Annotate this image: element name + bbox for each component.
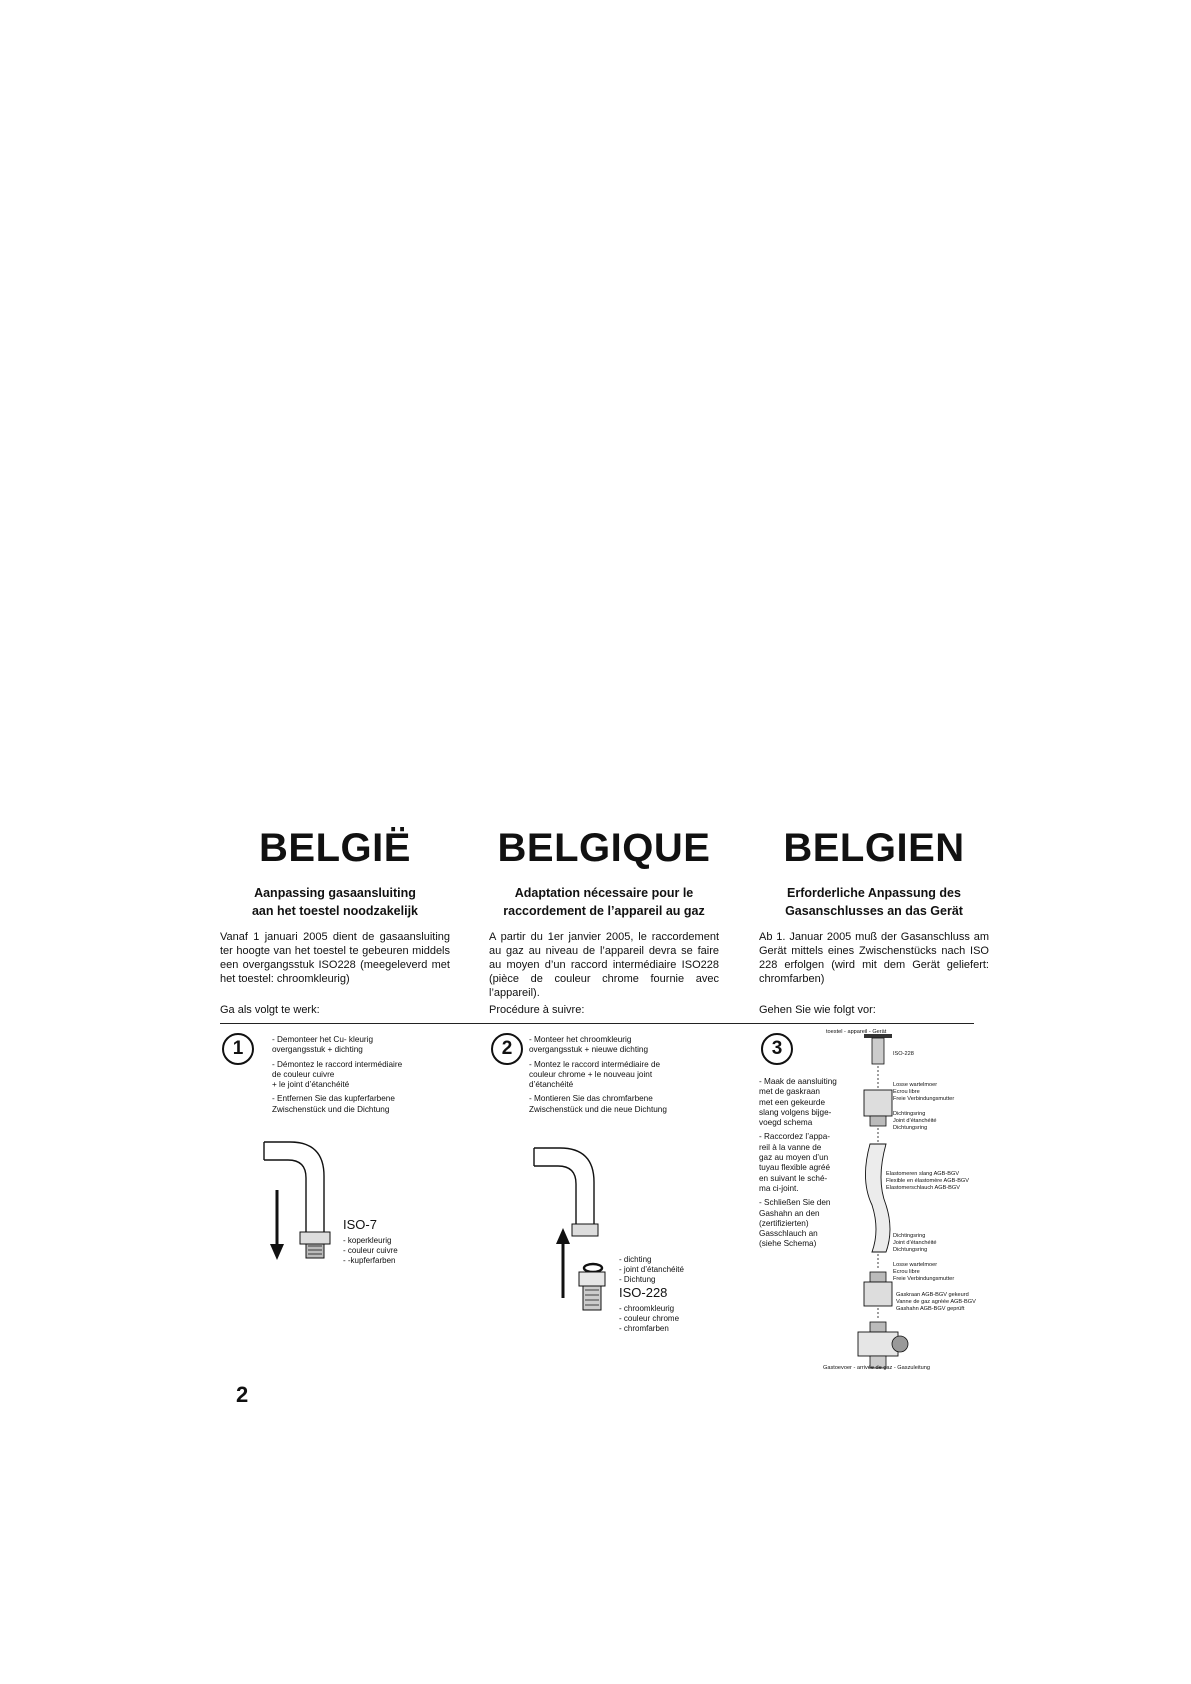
step2-instructions [529,1035,719,1119]
section-subtitle: Adaptation nécessaire pour le raccordement de l’appareil au gaz [503,886,705,918]
pipe-illustration [532,1146,612,1246]
country-title: BELGIË [259,826,411,870]
iso228-colors: - chroomkleurig - couleur chrome - chromfarben [619,1304,680,1333]
step3-instructions [759,1077,849,1254]
country-title: BELGIEN [783,826,965,870]
step-number-3: 3 [761,1033,793,1065]
intro-paragraph: A partir du 1er janvier 2005, le raccordement au gaz au niveau de l’appareil devra se faire au moyen d’un raccord intermédiaire ISO228 (pièce de couleur chrome fournie avec l’appareil). [489,931,719,999]
section-divider [220,1023,974,1024]
step1-line-de: - Entfernen Sie das kupferfarbene Zwischenstück und die Dichtung [272,1094,395,1114]
iso228-fitting-illustration [575,1268,615,1318]
step1-line-nl: - Demonteer het Cu- kleurig overgangsstuk + dichting [272,1035,374,1055]
step3-line-fr: - Raccordez l’appa- reil à la vanne de gaz au moyen d’un tuyau flexible agréé en suivant le sché- ma ci-joint. [759,1132,831,1193]
schema-nut2-label: Losse wartelmoer Ecrou libre Freie Verbindungsmutter [893,1262,955,1282]
schema-nut1-label: Losse wartelmoer Ecrou libre Freie Verbindungsmutter [893,1082,955,1102]
intro-paragraph: Vanaf 1 januari 2005 dient de gasaansluiting ter hoogte van het toestel te gebeuren middels een overgangsstuk ISO228 (meegeleverd met het toestel: chroomkleurig) [220,931,450,985]
page-number: 2 [236,1382,249,1407]
step2-line-de: - Montieren Sie das chromfarbene Zwischenstück und die neue Dichtung [529,1094,667,1114]
step2-line-fr: - Montez le raccord intermédiaire de couleur chrome + le nouveau joint d’étanchéité [529,1059,661,1090]
gas-connection-schema [850,1030,910,1370]
section-subtitle: Erforderliche Anpassung des Gasanschlusses an das Gerät [785,886,963,918]
schema-seal1-label: Dichtingsring Joint d’étanchéité Dichtungsring [893,1111,937,1131]
step1-instructions [272,1035,442,1119]
schema-seal2-label: Dichtingsring Joint d’étanchéité Dichtungsring [893,1233,937,1253]
column-de [759,825,989,1002]
seal-labels: - dichting - joint d’étanchéité - Dichtung [619,1255,684,1284]
step3-line-nl: - Maak de aansluiting met de gaskraan met een gekeurde slang volgens bijge- voegd schema [759,1077,837,1128]
arrow-down-icon [270,1190,284,1260]
iso228-label: ISO-228 [619,1285,668,1300]
procedure-label-nl: Ga als volgt te werk: [220,1004,320,1016]
schema-gas-supply-label: Gastoevoer - arrivée de gaz - Gaszuleitung [823,1365,930,1371]
column-nl [220,825,450,1002]
procedure-label-de: Gehen Sie wie folgt vor: [759,1004,876,1016]
step2-line-nl: - Monteer het chroomkleurig overgangsstuk + nieuwe dichting [529,1035,649,1055]
schema-appliance-label: toestel - appareil - Gerät [826,1029,887,1035]
intro-paragraph: Ab 1. Januar 2005 muß der Gasanschluss am Gerät mittels eines Zwischenstücks nach ISO 228 erfolgen (wird mit dem Gerät geliefert: chromfarben) [759,931,989,985]
schema-valve-label: Gaskraan AGB-BGV gekeurd Vanne de gaz agréée AGB-BGV Gashahn AGB-BGV geprüft [896,1292,976,1312]
step1-line-fr: - Démontez le raccord intermédiaire de couleur cuivre + le joint d’étanchéité [272,1059,403,1090]
arrow-up-icon [556,1228,570,1298]
column-fr [489,825,719,1002]
iso7-colors: - koperkleurig - couleur cuivre - -kupferfarben [343,1236,398,1265]
step-number-1: 1 [222,1033,254,1065]
section-subtitle: Aanpassing gasaansluiting aan het toestel noodzakelijk [251,886,418,918]
step3-line-de: - Schließen Sie den Gashahn an den (zertifizierten) Gasschlauch an (siehe Schema) [759,1198,831,1249]
step-number-2: 2 [491,1033,523,1065]
iso7-label: ISO-7 [343,1217,377,1232]
schema-hose-label: Elastomeren slang AGB-BGV Flexible en élastomère AGB-BGV Elastomerschlauch AGB-BGV [886,1171,970,1191]
schema-iso-label: ISO-228 [893,1051,914,1057]
country-title: BELGIQUE [497,826,711,870]
procedure-label-fr: Procédure à suivre: [489,1004,585,1016]
